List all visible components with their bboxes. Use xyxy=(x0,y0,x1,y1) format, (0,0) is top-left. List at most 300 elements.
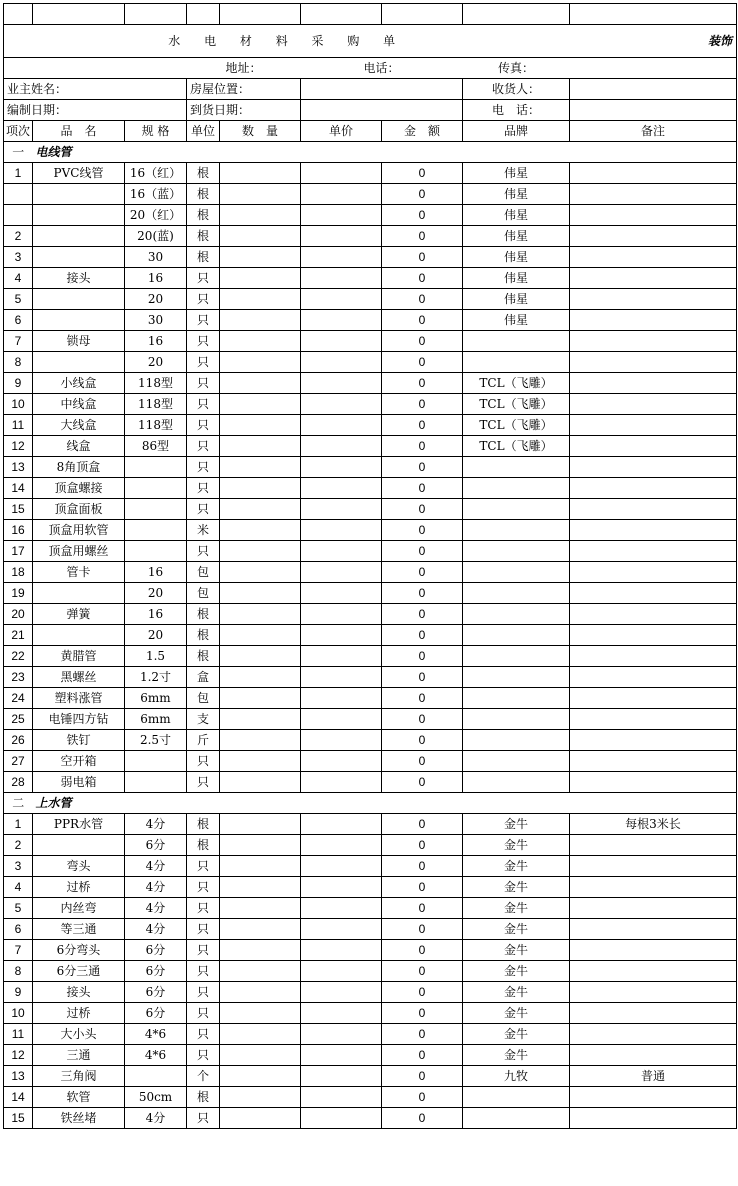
item-spec: 20(蓝) xyxy=(125,226,187,247)
item-spec xyxy=(125,457,187,478)
item-amount: 0 xyxy=(382,940,463,961)
table-row xyxy=(4,541,737,562)
item-spec: 16 xyxy=(125,331,187,352)
item-brand: 金牛 xyxy=(463,814,570,835)
table-row xyxy=(4,730,737,751)
item-amount: 0 xyxy=(382,1066,463,1087)
item-unit: 根 xyxy=(187,226,220,247)
item-note xyxy=(570,226,737,247)
item-price[interactable] xyxy=(301,499,382,520)
item-amount: 0 xyxy=(382,709,463,730)
item-price[interactable] xyxy=(301,352,382,373)
item-no: 20 xyxy=(4,604,33,625)
item-brand: 伟星 xyxy=(463,163,570,184)
item-no: 4 xyxy=(4,877,33,898)
item-spec: 4分 xyxy=(125,898,187,919)
item-qty[interactable] xyxy=(220,919,301,940)
item-price[interactable] xyxy=(301,205,382,226)
item-qty[interactable] xyxy=(220,373,301,394)
item-unit: 只 xyxy=(187,478,220,499)
item-price[interactable] xyxy=(301,562,382,583)
table-row xyxy=(4,373,737,394)
item-name: 锁母 xyxy=(33,331,125,352)
item-brand xyxy=(463,499,570,520)
item-no: 14 xyxy=(4,478,33,499)
item-brand xyxy=(463,562,570,583)
table-row xyxy=(4,184,737,205)
item-brand xyxy=(463,1108,570,1129)
item-qty[interactable] xyxy=(220,625,301,646)
item-qty[interactable] xyxy=(220,940,301,961)
item-price[interactable] xyxy=(301,961,382,982)
item-brand xyxy=(463,646,570,667)
item-note xyxy=(570,499,737,520)
owner-label: 业主姓名： xyxy=(4,79,187,100)
item-qty[interactable] xyxy=(220,1045,301,1066)
item-qty[interactable] xyxy=(220,1087,301,1108)
item-spec: 6分 xyxy=(125,835,187,856)
item-amount: 0 xyxy=(382,352,463,373)
item-note xyxy=(570,856,737,877)
item-unit: 包 xyxy=(187,688,220,709)
item-price[interactable] xyxy=(301,436,382,457)
item-price[interactable] xyxy=(301,709,382,730)
item-note xyxy=(570,373,737,394)
item-unit: 根 xyxy=(187,205,220,226)
item-price[interactable] xyxy=(301,394,382,415)
item-price[interactable] xyxy=(301,289,382,310)
table-row xyxy=(4,709,737,730)
table-row xyxy=(4,1045,737,1066)
item-no: 28 xyxy=(4,772,33,793)
item-unit: 只 xyxy=(187,877,220,898)
table-row xyxy=(4,331,737,352)
item-qty[interactable] xyxy=(220,478,301,499)
item-no: 7 xyxy=(4,940,33,961)
item-unit: 只 xyxy=(187,541,220,562)
item-note xyxy=(570,478,737,499)
item-no: 15 xyxy=(4,1108,33,1129)
delivery-value[interactable] xyxy=(301,100,463,121)
item-no: 24 xyxy=(4,688,33,709)
item-unit: 个 xyxy=(187,1066,220,1087)
item-price[interactable] xyxy=(301,478,382,499)
item-no: 11 xyxy=(4,1024,33,1045)
item-spec: 118型 xyxy=(125,373,187,394)
item-note xyxy=(570,331,737,352)
item-unit: 只 xyxy=(187,940,220,961)
item-amount: 0 xyxy=(382,226,463,247)
item-qty[interactable] xyxy=(220,1003,301,1024)
item-spec xyxy=(125,499,187,520)
item-note xyxy=(570,940,737,961)
item-name: 顶盒用软管 xyxy=(33,520,125,541)
item-note xyxy=(570,709,737,730)
item-price[interactable] xyxy=(301,226,382,247)
item-amount: 0 xyxy=(382,289,463,310)
item-unit: 根 xyxy=(187,625,220,646)
table-row xyxy=(4,877,737,898)
item-qty[interactable] xyxy=(220,961,301,982)
item-spec: 6分 xyxy=(125,961,187,982)
item-brand xyxy=(463,541,570,562)
item-amount: 0 xyxy=(382,415,463,436)
item-no: 27 xyxy=(4,751,33,772)
item-brand xyxy=(463,1087,570,1108)
item-name: 顶盒用螺丝 xyxy=(33,541,125,562)
item-unit: 只 xyxy=(187,310,220,331)
phone-value[interactable] xyxy=(570,100,737,121)
item-name xyxy=(33,205,125,226)
item-price[interactable] xyxy=(301,520,382,541)
item-name xyxy=(33,289,125,310)
table-row xyxy=(4,310,737,331)
item-price[interactable] xyxy=(301,646,382,667)
item-brand xyxy=(463,667,570,688)
item-qty[interactable] xyxy=(220,730,301,751)
item-price[interactable] xyxy=(301,982,382,1003)
item-qty[interactable] xyxy=(220,205,301,226)
item-price[interactable] xyxy=(301,730,382,751)
item-qty[interactable] xyxy=(220,268,301,289)
item-amount: 0 xyxy=(382,499,463,520)
item-no: 25 xyxy=(4,709,33,730)
item-price[interactable] xyxy=(301,331,382,352)
item-unit: 只 xyxy=(187,436,220,457)
item-unit: 只 xyxy=(187,1003,220,1024)
column-header-row xyxy=(4,121,737,142)
item-price[interactable] xyxy=(301,814,382,835)
item-unit: 只 xyxy=(187,289,220,310)
item-spec: 20 xyxy=(125,583,187,604)
item-name: 接头 xyxy=(33,982,125,1003)
item-qty[interactable] xyxy=(220,163,301,184)
item-spec: 16 xyxy=(125,268,187,289)
item-name xyxy=(33,352,125,373)
item-amount: 0 xyxy=(382,331,463,352)
item-qty[interactable] xyxy=(220,226,301,247)
item-spec: 16 xyxy=(125,604,187,625)
brand-mark: 装饰 xyxy=(570,25,737,58)
item-name: 三通 xyxy=(33,1045,125,1066)
item-price[interactable] xyxy=(301,1066,382,1087)
item-no: 3 xyxy=(4,247,33,268)
item-name: 顶盒面板 xyxy=(33,499,125,520)
section-header-row xyxy=(4,142,737,163)
item-name: 管卡 xyxy=(33,562,125,583)
item-no: 5 xyxy=(4,898,33,919)
item-qty[interactable] xyxy=(220,562,301,583)
item-qty[interactable] xyxy=(220,982,301,1003)
item-qty[interactable] xyxy=(220,1108,301,1129)
header-qty: 数 量 xyxy=(220,121,301,142)
item-no: 12 xyxy=(4,436,33,457)
item-brand xyxy=(463,772,570,793)
item-no: 19 xyxy=(4,583,33,604)
item-qty[interactable] xyxy=(220,751,301,772)
item-amount: 0 xyxy=(382,163,463,184)
item-spec: 4*6 xyxy=(125,1024,187,1045)
item-name: 中线盒 xyxy=(33,394,125,415)
item-qty[interactable] xyxy=(220,856,301,877)
item-brand: TCL（飞雕） xyxy=(463,436,570,457)
item-name: 接头 xyxy=(33,268,125,289)
item-unit: 盒 xyxy=(187,667,220,688)
receiver-value[interactable] xyxy=(570,79,737,100)
item-price[interactable] xyxy=(301,1003,382,1024)
item-unit: 只 xyxy=(187,1024,220,1045)
item-note xyxy=(570,541,737,562)
item-price[interactable] xyxy=(301,898,382,919)
item-name: 过桥 xyxy=(33,877,125,898)
item-unit: 只 xyxy=(187,1108,220,1129)
item-qty[interactable] xyxy=(220,289,301,310)
item-no: 13 xyxy=(4,457,33,478)
table-row xyxy=(4,1003,737,1024)
item-price[interactable] xyxy=(301,415,382,436)
item-amount: 0 xyxy=(382,919,463,940)
item-qty[interactable] xyxy=(220,520,301,541)
item-price[interactable] xyxy=(301,604,382,625)
section-header-row xyxy=(4,793,737,814)
item-name: 小线盒 xyxy=(33,373,125,394)
item-price[interactable] xyxy=(301,688,382,709)
table-row xyxy=(4,835,737,856)
item-name: 弯头 xyxy=(33,856,125,877)
item-brand: 金牛 xyxy=(463,961,570,982)
item-price[interactable] xyxy=(301,919,382,940)
table-row xyxy=(4,583,737,604)
owner-row xyxy=(4,79,737,100)
item-qty[interactable] xyxy=(220,310,301,331)
item-amount: 0 xyxy=(382,835,463,856)
delivery-label: 到货日期： xyxy=(187,100,301,121)
item-qty[interactable] xyxy=(220,835,301,856)
item-no: 16 xyxy=(4,520,33,541)
item-name: 6分弯头 xyxy=(33,940,125,961)
item-no: 8 xyxy=(4,961,33,982)
item-name: 黑螺丝 xyxy=(33,667,125,688)
item-brand: TCL（飞雕） xyxy=(463,373,570,394)
item-qty[interactable] xyxy=(220,604,301,625)
item-spec: 50cm xyxy=(125,1087,187,1108)
item-price[interactable] xyxy=(301,667,382,688)
item-no: 2 xyxy=(4,226,33,247)
item-price[interactable] xyxy=(301,1024,382,1045)
table-row xyxy=(4,562,737,583)
item-brand xyxy=(463,751,570,772)
item-brand xyxy=(463,604,570,625)
header-name: 品 名 xyxy=(33,121,125,142)
item-no: 1 xyxy=(4,814,33,835)
item-price[interactable] xyxy=(301,583,382,604)
item-qty[interactable] xyxy=(220,583,301,604)
table-row xyxy=(4,268,737,289)
item-price[interactable] xyxy=(301,877,382,898)
table-row xyxy=(4,1066,737,1087)
item-unit: 只 xyxy=(187,415,220,436)
item-qty[interactable] xyxy=(220,457,301,478)
item-note xyxy=(570,667,737,688)
item-no: 17 xyxy=(4,541,33,562)
phone-label: 电 话： xyxy=(463,100,570,121)
item-amount: 0 xyxy=(382,877,463,898)
item-no: 21 xyxy=(4,625,33,646)
item-brand: 金牛 xyxy=(463,835,570,856)
item-unit: 根 xyxy=(187,184,220,205)
item-note xyxy=(570,436,737,457)
item-price[interactable] xyxy=(301,247,382,268)
item-qty[interactable] xyxy=(220,1024,301,1045)
item-amount: 0 xyxy=(382,1045,463,1066)
item-note: 普通 xyxy=(570,1066,737,1087)
item-name xyxy=(33,226,125,247)
item-price[interactable] xyxy=(301,163,382,184)
item-brand: 伟星 xyxy=(463,226,570,247)
item-price[interactable] xyxy=(301,751,382,772)
header-price: 单价 xyxy=(301,121,382,142)
item-qty[interactable] xyxy=(220,499,301,520)
section-number: 一 xyxy=(4,142,33,163)
item-spec: 16（红） xyxy=(125,163,187,184)
item-note xyxy=(570,415,737,436)
item-qty[interactable] xyxy=(220,688,301,709)
item-note xyxy=(570,1003,737,1024)
item-note xyxy=(570,982,737,1003)
item-qty[interactable] xyxy=(220,352,301,373)
item-note xyxy=(570,163,737,184)
item-unit: 只 xyxy=(187,394,220,415)
item-note xyxy=(570,772,737,793)
item-spec xyxy=(125,520,187,541)
item-price[interactable] xyxy=(301,835,382,856)
item-note xyxy=(570,1045,737,1066)
item-note xyxy=(570,247,737,268)
item-amount: 0 xyxy=(382,1003,463,1024)
item-spec: 6分 xyxy=(125,940,187,961)
item-unit: 斤 xyxy=(187,730,220,751)
item-qty[interactable] xyxy=(220,772,301,793)
location-value[interactable] xyxy=(301,79,463,100)
item-qty[interactable] xyxy=(220,184,301,205)
item-name xyxy=(33,184,125,205)
item-qty[interactable] xyxy=(220,331,301,352)
item-qty[interactable] xyxy=(220,709,301,730)
item-name: 大小头 xyxy=(33,1024,125,1045)
item-price[interactable] xyxy=(301,1087,382,1108)
item-note xyxy=(570,730,737,751)
item-note xyxy=(570,604,737,625)
item-qty[interactable] xyxy=(220,667,301,688)
item-note xyxy=(570,835,737,856)
item-price[interactable] xyxy=(301,625,382,646)
item-no: 10 xyxy=(4,1003,33,1024)
table-row xyxy=(4,982,737,1003)
table-row xyxy=(4,415,737,436)
item-brand: 金牛 xyxy=(463,877,570,898)
item-qty[interactable] xyxy=(220,898,301,919)
item-price[interactable] xyxy=(301,1045,382,1066)
item-brand: 金牛 xyxy=(463,856,570,877)
item-amount: 0 xyxy=(382,625,463,646)
item-price[interactable] xyxy=(301,772,382,793)
item-no: 23 xyxy=(4,667,33,688)
item-qty[interactable] xyxy=(220,415,301,436)
table-row xyxy=(4,205,737,226)
item-name: 内丝弯 xyxy=(33,898,125,919)
item-note xyxy=(570,457,737,478)
item-note xyxy=(570,205,737,226)
item-name: 塑料涨管 xyxy=(33,688,125,709)
item-note xyxy=(570,1024,737,1045)
item-note xyxy=(570,583,737,604)
item-brand: 九牧 xyxy=(463,1066,570,1087)
table-row xyxy=(4,436,737,457)
header-no: 项次 xyxy=(4,121,33,142)
item-price[interactable] xyxy=(301,856,382,877)
item-qty[interactable] xyxy=(220,541,301,562)
table-row xyxy=(4,646,737,667)
item-spec: 4分 xyxy=(125,877,187,898)
item-price[interactable] xyxy=(301,457,382,478)
item-amount: 0 xyxy=(382,667,463,688)
item-price[interactable] xyxy=(301,541,382,562)
table-row xyxy=(4,289,737,310)
item-qty[interactable] xyxy=(220,247,301,268)
item-amount: 0 xyxy=(382,604,463,625)
item-no: 10 xyxy=(4,394,33,415)
item-amount: 0 xyxy=(382,310,463,331)
item-name: 软管 xyxy=(33,1087,125,1108)
table-row xyxy=(4,625,737,646)
item-qty[interactable] xyxy=(220,1066,301,1087)
item-amount: 0 xyxy=(382,583,463,604)
item-spec: 118型 xyxy=(125,394,187,415)
item-brand xyxy=(463,625,570,646)
item-price[interactable] xyxy=(301,184,382,205)
item-note xyxy=(570,310,737,331)
item-qty[interactable] xyxy=(220,814,301,835)
item-amount: 0 xyxy=(382,856,463,877)
item-qty[interactable] xyxy=(220,646,301,667)
item-unit: 只 xyxy=(187,898,220,919)
item-price[interactable] xyxy=(301,940,382,961)
item-qty[interactable] xyxy=(220,394,301,415)
item-unit: 只 xyxy=(187,751,220,772)
item-qty[interactable] xyxy=(220,436,301,457)
item-name xyxy=(33,310,125,331)
item-no: 11 xyxy=(4,415,33,436)
item-spec: 4*6 xyxy=(125,1045,187,1066)
item-note xyxy=(570,1108,737,1129)
item-amount: 0 xyxy=(382,184,463,205)
table-row xyxy=(4,856,737,877)
section-number: 二 xyxy=(4,793,33,814)
item-price[interactable] xyxy=(301,373,382,394)
item-no: 18 xyxy=(4,562,33,583)
item-note xyxy=(570,646,737,667)
table-row xyxy=(4,499,737,520)
table-row xyxy=(4,940,737,961)
item-name: 6分三通 xyxy=(33,961,125,982)
item-price[interactable] xyxy=(301,1108,382,1129)
item-note xyxy=(570,688,737,709)
item-note xyxy=(570,184,737,205)
table-row xyxy=(4,751,737,772)
item-qty[interactable] xyxy=(220,877,301,898)
item-price[interactable] xyxy=(301,268,382,289)
item-price[interactable] xyxy=(301,310,382,331)
